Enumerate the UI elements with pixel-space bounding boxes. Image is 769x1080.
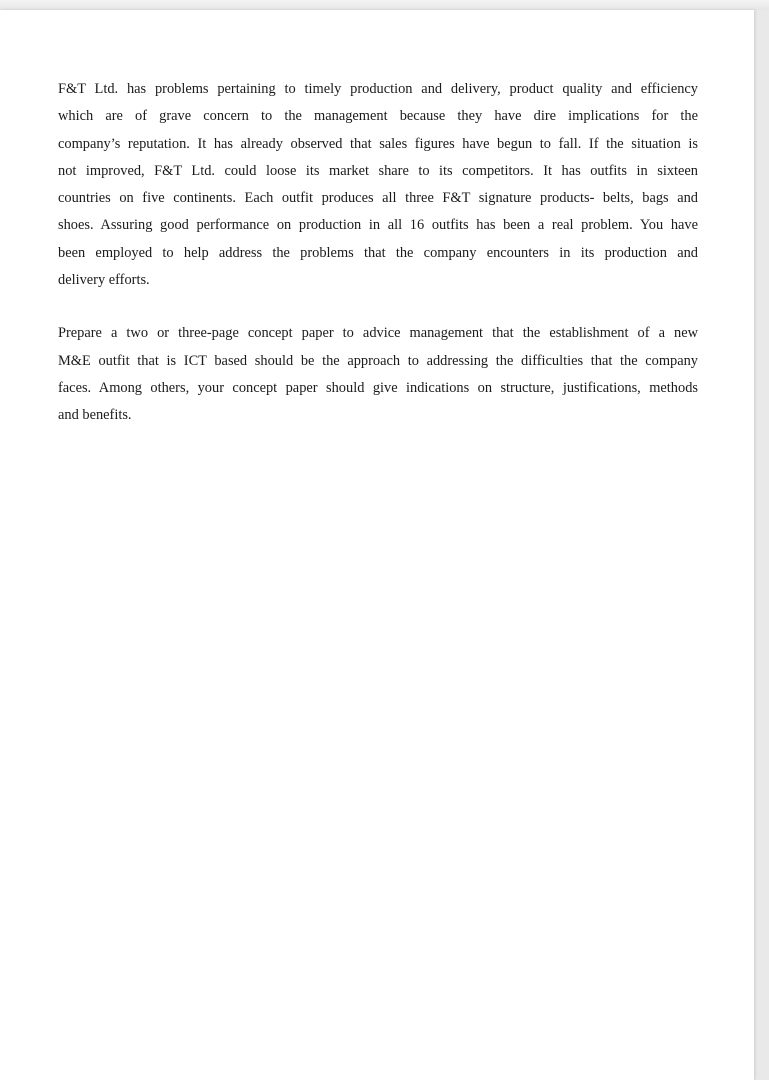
paragraph-problem-statement — [58, 76, 698, 294]
text-line: and benefits. — [58, 407, 132, 424]
text-line: been employed to help address the problems that the company encounters in its production and — [58, 244, 698, 261]
page-top-edge — [0, 0, 769, 10]
document-body — [58, 76, 698, 430]
text-line: delivery efforts. — [58, 272, 150, 289]
text-line: F&T Ltd. has problems pertaining to timely production and delivery, product quality and efficiency — [58, 81, 698, 97]
text-line: shoes. Assuring good performance on production in all 16 outfits has been a real problem. You have — [58, 217, 698, 234]
text-line: M&E outfit that is ICT based should be the approach to addressing the difficulties that the company — [58, 352, 698, 369]
text-line: not improved, F&T Ltd. could loose its market share to its competitors. It has outfits in sixteen — [58, 162, 698, 179]
text-line: faces. Among others, your concept paper should give indications on structure, justifications, methods — [58, 379, 698, 396]
text-line: Prepare a two or three-page concept paper to advice management that the establishment of a new — [58, 325, 698, 342]
text-line: which are of grave concern to the management because they have dire implications for the — [58, 108, 698, 125]
text-line: countries on five continents. Each outfit produces all three F&T signature products- belts, bags and — [58, 190, 698, 207]
text-line: company’s reputation. It has already observed that sales figures have begun to fall. If the situation is — [58, 135, 698, 152]
paragraph-task-instructions — [58, 320, 698, 429]
document-page — [0, 10, 754, 1080]
